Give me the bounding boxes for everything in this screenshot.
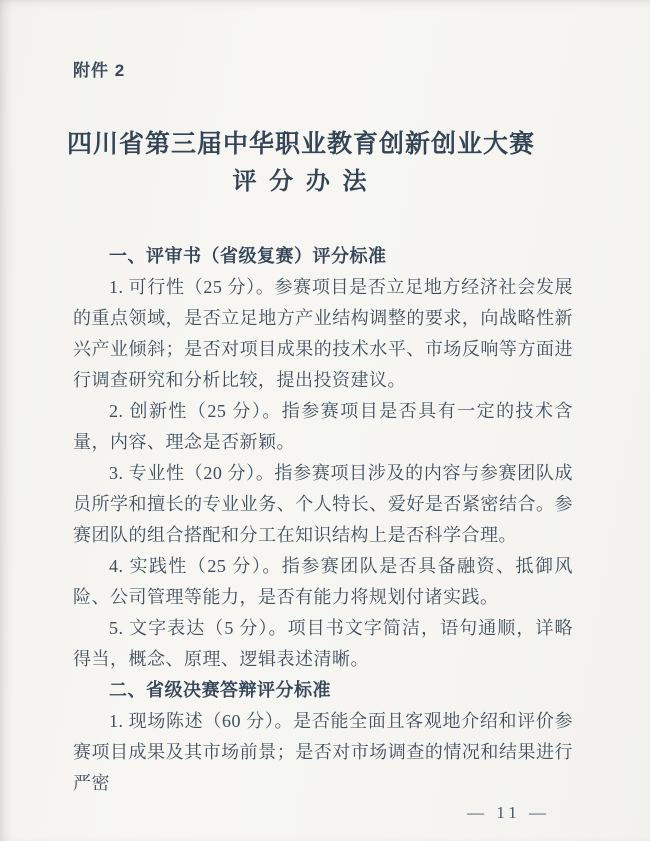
section-1-paragraph-4: 4. 实践性（25 分）。指参赛团队是否具备融资、抵御风险、公司管理等能力，是否有能力将规划付诸实践。 [73,556,573,607]
section-2-paragraph-1: 1. 现场陈述（60 分）。是否能全面且客观地介绍和评价参赛项目成果及其市场前景；是否对市场调查的情况和结果进行严密 [73,711,573,793]
document-body [73,241,573,799]
document-title-line-1: 四川省第三届中华职业教育创新创业大赛 [66,130,535,158]
section-1-paragraph-3: 3. 专业性（20 分）。指参赛项目涉及的内容与参赛团队成员所学和擅长的专业业务、个人特长、爱好是否紧密结合。参赛团队的组合搭配和分工在知识结构上是否科学合理。 [73,463,573,545]
document-title-line-2: 评 分 办 法 [232,168,370,195]
section-1-heading: 一、评审书（省级复赛）评分标准 [109,246,387,266]
section-1-paragraph-5: 5. 文字表达（5 分）。项目书文字简洁，语句通顺，详略得当，概念、原理、逻辑表述清晰。 [73,618,573,669]
attachment-label: 附件 2 [73,61,126,80]
page-number: — 11 — [467,803,550,822]
section-1-paragraph-1: 1. 可行性（25 分）。参赛项目是否立足地方经济社会发展的重点领域，是否立足地方产业结构调整的要求，向战略性新兴产业倾斜；是否对项目成果的技术水平、市场反响等方面进行调查研究和分析比较，提出投资建议。 [73,277,573,390]
section-2-heading: 二、省级决赛答辩评分标准 [109,680,331,700]
section-1-paragraph-2: 2. 创新性（25 分）。指参赛项目是否具有一定的技术含量，内容、理念是否新颖。 [73,401,573,452]
document-title [0,125,626,201]
